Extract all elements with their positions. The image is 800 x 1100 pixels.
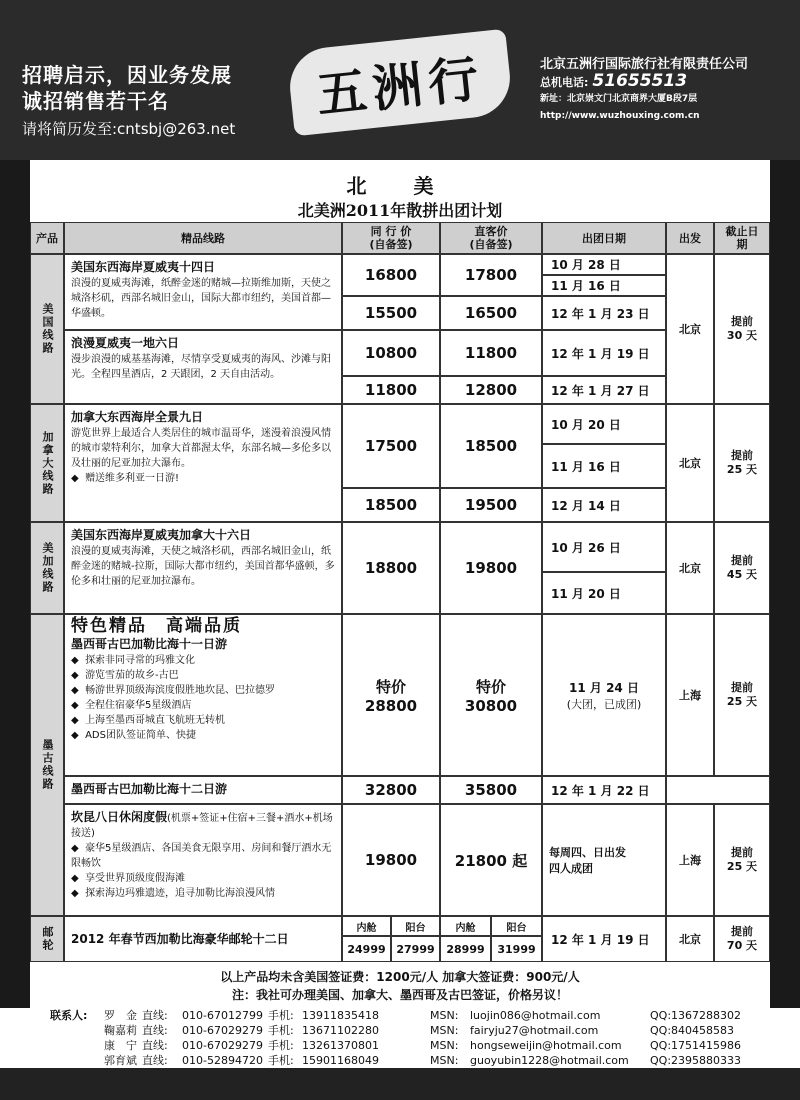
route-bullet: ◆ ADS团队签证简单、快捷 [71, 728, 335, 743]
direct-price: 18500 [440, 404, 542, 488]
tour-date: 10 月 26 日 [542, 522, 666, 572]
deadline-prefix: 提前 [731, 554, 753, 567]
company-phone [540, 73, 790, 91]
route-title: 2012 年春节西加勒比海豪华邮轮十二日 [71, 931, 289, 946]
route-canada-9d[interactable] [64, 404, 342, 522]
footer-decoration [0, 1068, 800, 1100]
deadline-days: 30 天 [726, 329, 758, 342]
contact-msn-label: MSN: [430, 1039, 459, 1052]
col-header-route: 精品线路 [64, 222, 342, 254]
route-bullet: ◆ 豪华5星级酒店、各国美食无限享用、房间和餐厅酒水无限畅饮 [71, 841, 335, 871]
peer-price: 18800 [342, 522, 440, 614]
route-bullet: ◆ 游览雪茄的故乡-古巴 [71, 668, 335, 683]
direct-price: 30800 [464, 696, 518, 715]
route-bullets [71, 841, 335, 901]
tour-date: 11 月 16 日 [542, 275, 666, 296]
contacts-label: 联系人: [50, 1009, 88, 1022]
blank-cell [666, 776, 770, 804]
contact-mobile[interactable]: 13671102280 [302, 1024, 379, 1037]
route-caribbean-cruise[interactable] [64, 916, 342, 962]
departure-city: 北京 [666, 254, 714, 404]
cruise-price: 27999 [391, 936, 440, 962]
contact-tel-label: 直线: [142, 1039, 168, 1052]
contact-tel[interactable]: 010-67029279 [182, 1039, 263, 1052]
contact-row [0, 1038, 800, 1053]
region-cruise: 邮轮 [30, 916, 64, 962]
deadline-prefix: 提前 [731, 681, 753, 694]
special-price-label: 特价 [375, 677, 406, 696]
contact-row [0, 1023, 800, 1038]
route-desc: 浪漫的夏威夷海滩，纸醉金迷的赌城—拉斯维加斯，天使之城洛杉矶，西部名城旧金山，国际大都市纽约，美国首都—华盛顿。 [71, 278, 331, 319]
route-title: 美国东西海岸夏威夷加拿大十六日 [71, 528, 252, 542]
col-header-departure: 出发 [666, 222, 714, 254]
peer-price: 32800 [342, 776, 440, 804]
cabin-type-balcony: 阳台 [491, 916, 542, 936]
route-title: 坎昆八日休闲度假 [71, 810, 168, 824]
peer-price-special [342, 614, 440, 776]
company-name: 北京五洲行国际旅行社有限责任公司 [540, 57, 749, 72]
page-title: 北 美 [346, 174, 454, 198]
direct-price-special [440, 614, 542, 776]
route-title: 美国东西海岸夏威夷十四日 [71, 260, 216, 274]
peer-price: 17500 [342, 404, 440, 488]
cruise-price: 28999 [440, 936, 491, 962]
direct-price: 21800 起 [440, 804, 542, 916]
tour-date: 11 月 20 日 [542, 572, 666, 614]
recruit-line-1: 招聘启示，因业务发展 [22, 63, 232, 87]
visa-fee-note: 以上产品均未含美国签证费：1200元/人 加拿大签证费：900元/人 [220, 970, 580, 984]
route-inclusions: (机票+签证+住宿+三餐+酒水+机场接送) [71, 813, 333, 839]
tour-schedule-sheet [30, 160, 770, 1010]
direct-price: 17800 [440, 254, 542, 296]
contact-qq: QQ:1367288302 [650, 1009, 742, 1022]
recruitment-notice [22, 62, 235, 142]
route-desc: 漫步浪漫的威基基海滩，尽情享受夏威夷的海风、沙滩与阳光。全程四星酒店，2 天跟团，2 天自由活动。 [71, 354, 331, 380]
company-info [540, 56, 790, 125]
peer-price: 15500 [342, 296, 440, 330]
deadline-prefix: 提前 [731, 315, 753, 328]
route-bullet: ◆ 全程住宿豪华5星级酒店 [71, 698, 335, 713]
region-canada: 加拿大线路 [30, 404, 64, 522]
departure-city: 上海 [666, 804, 714, 916]
route-mexico-cuba-12d[interactable] [64, 776, 342, 804]
phone-label: 总机电话: [540, 76, 589, 89]
contact-tel[interactable]: 010-52894720 [182, 1054, 263, 1067]
contact-msn[interactable]: luojin086@hotmail.com [470, 1009, 601, 1022]
tour-date: 12 年 1 月 22 日 [542, 776, 666, 804]
contact-msn[interactable]: guoyubin1228@hotmail.com [470, 1054, 629, 1067]
departure-city: 上海 [666, 614, 714, 776]
cabin-type-balcony: 阳台 [391, 916, 440, 936]
contact-mobile[interactable]: 15901168049 [302, 1054, 379, 1067]
region-usa-canada: 美加线路 [30, 522, 64, 614]
contact-msn[interactable]: fairyju27@hotmail.com [470, 1024, 599, 1037]
direct-price-note: (自备签) [469, 238, 513, 251]
page-subtitle: 北美洲2011年散拼出团计划 [297, 201, 503, 220]
deadline-prefix: 提前 [731, 925, 753, 938]
col-header-deadline: 截止日期 [714, 222, 770, 254]
tour-date: 11 月 16 日 [542, 444, 666, 488]
direct-price: 35800 [440, 776, 542, 804]
deadline-days: 25 天 [726, 860, 758, 873]
contact-name: 康 宁 [104, 1039, 137, 1052]
contact-mobile-label: 手机: [268, 1009, 294, 1022]
peer-price: 11800 [342, 376, 440, 404]
logo-text: 五洲行 [313, 47, 487, 125]
company-logo [286, 29, 514, 137]
contact-msn-label: MSN: [430, 1009, 459, 1022]
contact-tel[interactable]: 010-67029279 [182, 1024, 263, 1037]
contact-qq: QQ:840458583 [650, 1024, 735, 1037]
special-slogan: 特色精品 高端品质 [71, 616, 242, 636]
tour-date: 12 年 1 月 27 日 [542, 376, 666, 404]
contact-tel-label: 直线: [142, 1054, 168, 1067]
schedule-table [30, 222, 770, 995]
route-bullet: ◆ 畅游世界顶级海滨度假胜地坎昆、巴拉德罗 [71, 683, 335, 698]
company-address: 新址：北京崇文门北京商界大厦B段7层 [540, 94, 698, 104]
cruise-price: 24999 [342, 936, 391, 962]
deadline [714, 254, 770, 404]
tour-date: 12 年 1 月 19 日 [542, 916, 666, 962]
contact-mobile[interactable]: 13261370801 [302, 1039, 379, 1052]
deadline [714, 916, 770, 962]
contact-mobile-label: 手机: [268, 1039, 294, 1052]
tour-date: 12 月 14 日 [542, 488, 666, 522]
route-title: 浪漫夏威夷一地六日 [71, 336, 180, 350]
departure-city: 北京 [666, 522, 714, 614]
route-bullet: ◆ 赠送维多利亚一日游! [71, 471, 335, 486]
deadline-days: 25 天 [726, 695, 758, 708]
deadline-prefix: 提前 [731, 846, 753, 859]
peer-price-note: (自备签) [369, 238, 413, 251]
tour-date-block [542, 804, 666, 916]
contact-name: 鞠嘉莉 [104, 1024, 137, 1037]
contact-msn-label: MSN: [430, 1054, 459, 1067]
peer-price: 18500 [342, 488, 440, 522]
contact-msn[interactable]: hongseweijin@hotmail.com [470, 1039, 622, 1052]
peer-price-label: 同 行 价 [370, 225, 412, 238]
route-usa-canada-16d[interactable] [64, 522, 342, 614]
cabin-type-inner: 内舱 [342, 916, 391, 936]
route-bullets [71, 653, 335, 743]
contact-qq: QQ:2395880333 [650, 1054, 742, 1067]
recruit-line-2: 诚招销售若干名 [22, 89, 169, 113]
contact-mobile[interactable]: 13911835418 [302, 1009, 379, 1022]
direct-price: 11800 [440, 330, 542, 376]
contact-mobile-label: 手机: [268, 1054, 294, 1067]
tour-date-note: (大团，已成团) [566, 697, 642, 711]
route-mexico-cuba-11d[interactable] [64, 614, 342, 776]
contact-row [0, 1008, 800, 1023]
route-title: 墨西哥古巴加勒比海十二日游 [71, 782, 228, 796]
route-desc: 游览世界上最适合人类居住的城市温哥华，迷漫着浪漫风情的城市蒙特利尔，加拿大首都渥太华，东部名城—多伦多以及壮丽的尼亚加拉大瀑布。 [71, 428, 331, 469]
col-header-peer-price [342, 222, 440, 254]
departure-city: 北京 [666, 916, 714, 962]
deadline-days: 25 天 [726, 463, 758, 476]
direct-price: 12800 [440, 376, 542, 404]
route-bullet: ◆ 探索非同寻常的玛雅文化 [71, 653, 335, 668]
cruise-price: 31999 [491, 936, 542, 962]
contact-msn-label: MSN: [430, 1024, 459, 1037]
route-bullet: ◆ 探索海边玛雅遗迹，追寻加勒比海浪漫风情 [71, 886, 335, 901]
visa-service-note: 注：我社可办理美国、加拿大、墨西哥及古巴签证，价格另议！ [231, 988, 568, 1002]
peer-price: 19800 [342, 804, 440, 916]
peer-price: 16800 [342, 254, 440, 296]
tour-date-note: 四人成团 [549, 862, 593, 875]
header [0, 0, 800, 160]
direct-price-label: 直客价 [474, 225, 508, 238]
direct-price: 19800 [440, 522, 542, 614]
contact-tel[interactable]: 010-67012799 [182, 1009, 263, 1022]
tour-date: 每周四、日出发 [549, 846, 626, 859]
deadline-days: 45 天 [726, 568, 758, 581]
route-cancun-8d[interactable] [64, 804, 342, 916]
region-usa: 美国线路 [30, 254, 64, 404]
tour-date-block [542, 614, 666, 776]
route-usa-14d[interactable] [64, 254, 342, 330]
phone-number: 51655513 [592, 71, 688, 91]
tour-date: 10 月 28 日 [542, 254, 666, 275]
direct-price: 16500 [440, 296, 542, 330]
tour-date: 10 月 20 日 [542, 404, 666, 444]
col-header-product: 产品 [30, 222, 64, 254]
col-header-dates: 出团日期 [542, 222, 666, 254]
peer-price: 10800 [342, 330, 440, 376]
direct-price: 19500 [440, 488, 542, 522]
recruit-email: 请将简历发至:cntsbj@263.net [22, 120, 236, 138]
deadline [714, 404, 770, 522]
contact-tel-label: 直线: [142, 1009, 168, 1022]
contact-mobile-label: 手机: [268, 1024, 294, 1037]
route-hawaii-6d[interactable] [64, 330, 342, 404]
visa-notes [30, 968, 770, 1004]
tour-date: 11 月 24 日 [569, 680, 639, 695]
tour-date: 12 年 1 月 19 日 [542, 330, 666, 376]
deadline-prefix: 提前 [731, 449, 753, 462]
route-bullet: ◆ 享受世界顶级度假海滩 [71, 871, 335, 886]
contact-name: 罗 金 [104, 1009, 137, 1022]
deadline-days: 70 天 [726, 939, 758, 952]
contact-qq: QQ:1751415986 [650, 1039, 742, 1052]
route-bullet: ◆ 上海至墨西哥城直飞航班无转机 [71, 713, 335, 728]
contact-name: 郭育斌 [104, 1054, 137, 1067]
deadline [714, 804, 770, 916]
special-price-label: 特价 [475, 677, 506, 696]
cabin-type-inner: 内舱 [440, 916, 491, 936]
contact-row [0, 1053, 800, 1068]
route-title: 加拿大东西海岸全景九日 [71, 410, 204, 424]
tour-date: 12 年 1 月 23 日 [542, 296, 666, 330]
contact-tel-label: 直线: [142, 1024, 168, 1037]
region-mexico-cuba: 墨古线路 [30, 614, 64, 916]
col-header-direct-price [440, 222, 542, 254]
deadline [714, 614, 770, 776]
route-title: 墨西哥古巴加勒比海十一日游 [71, 637, 228, 651]
contact-list [0, 1008, 800, 1068]
peer-price: 28800 [364, 696, 418, 715]
deadline [714, 522, 770, 614]
departure-city: 北京 [666, 404, 714, 522]
route-desc: 浪漫的夏威夷海滩，天使之城洛杉矶，西部名城旧金山，纸醉金迷的赌城-拉斯，国际大都市纽约，美国首都华盛顿，多伦多和壮丽的尼亚加拉瀑布。 [71, 546, 335, 587]
company-url[interactable]: http://www.wuzhouxing.com.cn [540, 111, 700, 121]
